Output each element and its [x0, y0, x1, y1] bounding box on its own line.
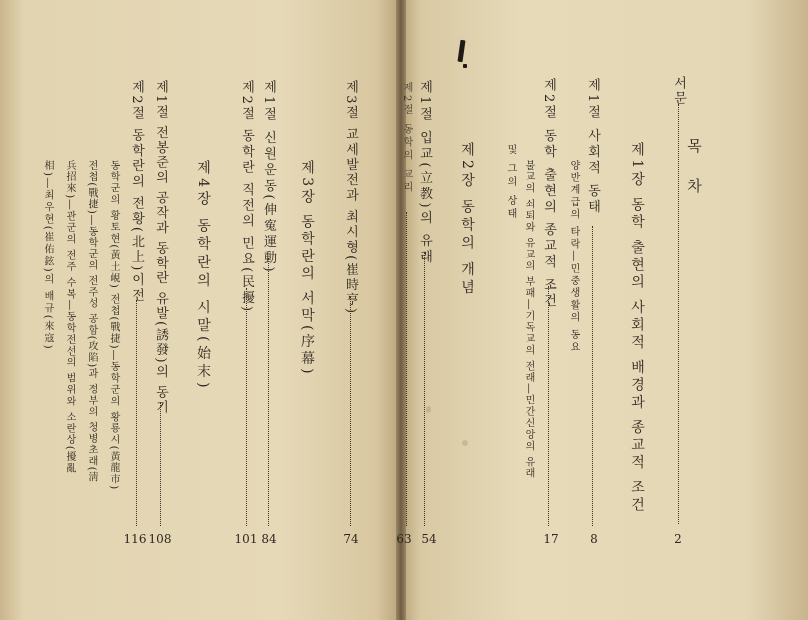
dot-leader	[136, 300, 137, 526]
toc-section-3-1[interactable]: 제1절 신원운동(伸寃運動)	[261, 80, 276, 275]
page-number: 54	[421, 532, 437, 546]
toc-title-part: 차	[685, 178, 703, 203]
page-number: 116	[123, 532, 147, 546]
dot-leader	[548, 286, 549, 526]
toc-chapter-1[interactable]: 제1장 동학 출현의 사회적 배경과 종교적 조건	[629, 142, 645, 515]
toc-section-3-2[interactable]: 제2절 동학란 직전의 민요(民擾)	[239, 80, 254, 314]
page-number: 2	[674, 532, 682, 546]
page-number: 8	[590, 532, 598, 546]
toc-entry-preface[interactable]: 서문	[671, 76, 686, 106]
dot-leader	[678, 104, 679, 524]
page-number: 101	[234, 532, 258, 546]
page-number: 84	[261, 532, 277, 546]
toc-title-part: 목	[685, 138, 703, 163]
toc-chapter-3[interactable]: 제3장 동학란의 서막(序幕)	[299, 160, 315, 377]
toc-subentry: 불교의 쇠퇴와 유교의 부패―기독교의 전래―민간신앙의 유래	[523, 160, 534, 480]
toc-subentry: 兵招來)―관군의 전주 수복―동학전선의 범위와 소란상(擾亂	[64, 160, 75, 474]
stain-mark	[426, 406, 431, 413]
toc-section-1-2[interactable]: 제2절 동학 출현의 종교적 조건	[541, 78, 556, 310]
toc-section-4-1[interactable]: 제1절 전봉준의 공작과 동학란 유발(誘發)의 동기	[153, 80, 168, 415]
dot-leader	[160, 402, 161, 526]
toc-section-2-3[interactable]: 제3절 교세발전과 최시형(崔時亨)	[343, 80, 358, 316]
toc-section-4-2[interactable]: 제2절 동학란의 전황(北上)이전	[129, 80, 144, 304]
page-number: 108	[148, 532, 172, 546]
page-number: 74	[343, 532, 359, 546]
toc-subentry: 동학군의 황토현(黃土峴) 전첩(戰捷)―동학군의 황룡시(黃龍市)	[108, 160, 119, 491]
toc-section-1-1[interactable]: 제1절 사회적 동태	[585, 78, 600, 216]
dot-leader	[268, 258, 269, 526]
toc-chapter-2[interactable]: 제2장 동학의 개념	[459, 142, 475, 298]
toc-section-2-1[interactable]: 제1절 입교(立教)의 유래	[417, 80, 432, 266]
dot-leader	[406, 212, 407, 526]
dot-leader	[424, 252, 425, 526]
dot-leader	[350, 296, 351, 526]
toc-subentry: 양반계급의 타락―민중생활의 동요	[568, 160, 579, 354]
stain-mark	[462, 440, 468, 446]
toc-subentry: 전첩(戰捷)―동학군의 전주성 공함(攻陷)과 정부의 청병초래(淸	[86, 160, 97, 484]
dot-leader	[246, 288, 247, 526]
ink-mark	[463, 64, 467, 68]
page-number: 63	[396, 532, 412, 546]
toc-section-2-2[interactable]: 제2절 동학의 교리	[401, 82, 412, 195]
toc-subentry: 相)―최우현(崔佑鉉)의 배규(來寇)	[42, 160, 53, 351]
right-page	[400, 0, 808, 620]
dot-leader	[592, 226, 593, 526]
toc-subentry: 및 그의 상태	[505, 144, 516, 222]
toc-chapter-4[interactable]: 제4장 동학란의 시말(始末)	[195, 160, 211, 392]
page-number: 17	[543, 532, 559, 546]
